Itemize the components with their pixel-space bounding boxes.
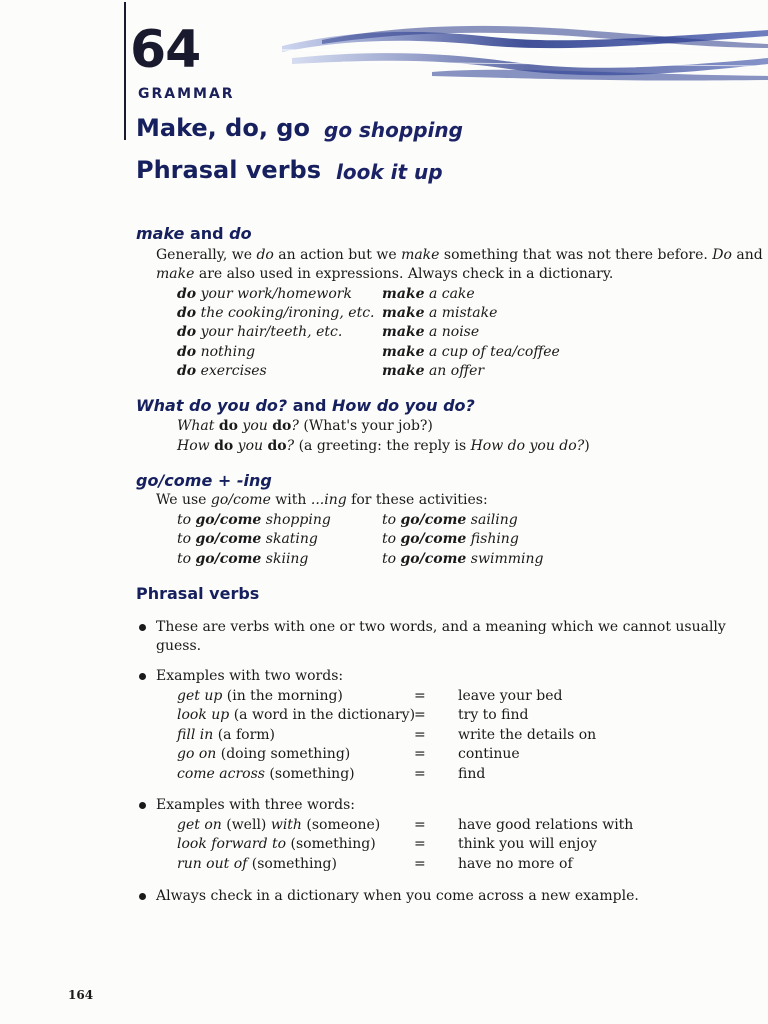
phrasal-example: get up (in the morning)	[177, 688, 343, 704]
equals-sign: =	[414, 766, 426, 782]
phrasal-definition-line1: These are verbs with one or two words, and a meaning which we cannot usually	[156, 619, 726, 635]
make-example: make a noise	[382, 324, 480, 340]
bullet-icon	[139, 624, 146, 631]
equals-sign: =	[414, 688, 426, 704]
do-example: do nothing	[177, 344, 256, 360]
equals-sign: =	[414, 707, 426, 723]
page-title-1-example: go shopping	[324, 118, 463, 142]
do-example: do your work/homework	[177, 286, 352, 302]
section-heading-phrasal-verbs: Phrasal verbs	[136, 584, 260, 603]
section-heading-what-do-you-do: What do you do? and How do you do?	[136, 396, 475, 415]
phrasal-example: look forward to (something)	[177, 836, 376, 852]
go-come-example: to go/come skating	[177, 531, 318, 547]
decorative-banner	[282, 22, 768, 86]
make-do-explanation-line2: make are also used in expressions. Always check in a dictionary.	[156, 266, 614, 282]
section-heading-make-do: make and do	[136, 224, 252, 243]
phrasal-meaning: leave your bed	[458, 688, 563, 704]
bullet-icon	[139, 802, 146, 809]
do-example: do exercises	[177, 363, 267, 379]
phrasal-example: run out of (something)	[177, 856, 337, 872]
phrasal-meaning: write the details on	[458, 727, 597, 743]
phrasal-meaning: find	[458, 766, 486, 782]
make-do-explanation-line1: Generally, we do an action but we make something that was not there before. Do and	[156, 247, 763, 263]
phrasal-example: look up (a word in the dictionary)	[177, 707, 416, 723]
what-do-you-do-example: What do you do? (What's your job?)	[177, 418, 433, 434]
phrasal-meaning: think you will enjoy	[458, 836, 597, 852]
phrasal-example: go on (doing something)	[177, 746, 351, 762]
go-come-example: to go/come sailing	[382, 512, 518, 528]
two-word-intro: Examples with two words:	[156, 668, 344, 684]
equals-sign: =	[414, 746, 426, 762]
go-come-example: to go/come fishing	[382, 531, 519, 547]
make-example: make an offer	[382, 363, 485, 379]
go-come-example: to go/come shopping	[177, 512, 331, 528]
do-example: do the cooking/ironing, etc.	[177, 305, 375, 321]
phrasal-meaning: continue	[458, 746, 520, 762]
category-label: GRAMMAR	[138, 86, 235, 102]
make-example: make a cup of tea/coffee	[382, 344, 560, 360]
three-word-intro: Examples with three words:	[156, 797, 355, 813]
phrasal-example: come across (something)	[177, 766, 355, 782]
go-come-example: to go/come skiing	[177, 551, 309, 567]
phrasal-example: fill in (a form)	[177, 727, 275, 743]
section-heading-go-come-ing: go/come + -ing	[136, 471, 272, 490]
equals-sign: =	[414, 727, 426, 743]
dictionary-tip: Always check in a dictionary when you come across a new example.	[156, 888, 639, 904]
bullet-icon	[139, 893, 146, 900]
make-example: make a mistake	[382, 305, 498, 321]
phrasal-definition-line2: guess.	[156, 638, 202, 654]
how-do-you-do-example: How do you do? (a greeting: the reply is How do you do?)	[177, 438, 590, 454]
page-title-1: Make, do, go	[136, 114, 310, 142]
unit-number: 64	[130, 20, 201, 80]
header-rule	[124, 2, 126, 140]
bullet-icon	[139, 673, 146, 680]
go-come-intro: We use go/come with ...ing for these activities:	[156, 492, 488, 508]
phrasal-example: get on (well) with (someone)	[177, 817, 381, 833]
do-example: do your hair/teeth, etc.	[177, 324, 343, 340]
page-number: 164	[68, 988, 94, 1002]
equals-sign: =	[414, 836, 426, 852]
go-come-example: to go/come swimming	[382, 551, 544, 567]
equals-sign: =	[414, 856, 426, 872]
equals-sign: =	[414, 817, 426, 833]
page-title-2-example: look it up	[336, 160, 443, 184]
phrasal-meaning: try to find	[458, 707, 529, 723]
page-title-2: Phrasal verbs	[136, 156, 321, 184]
make-example: make a cake	[382, 286, 475, 302]
phrasal-meaning: have no more of	[458, 856, 573, 872]
phrasal-meaning: have good relations with	[458, 817, 634, 833]
